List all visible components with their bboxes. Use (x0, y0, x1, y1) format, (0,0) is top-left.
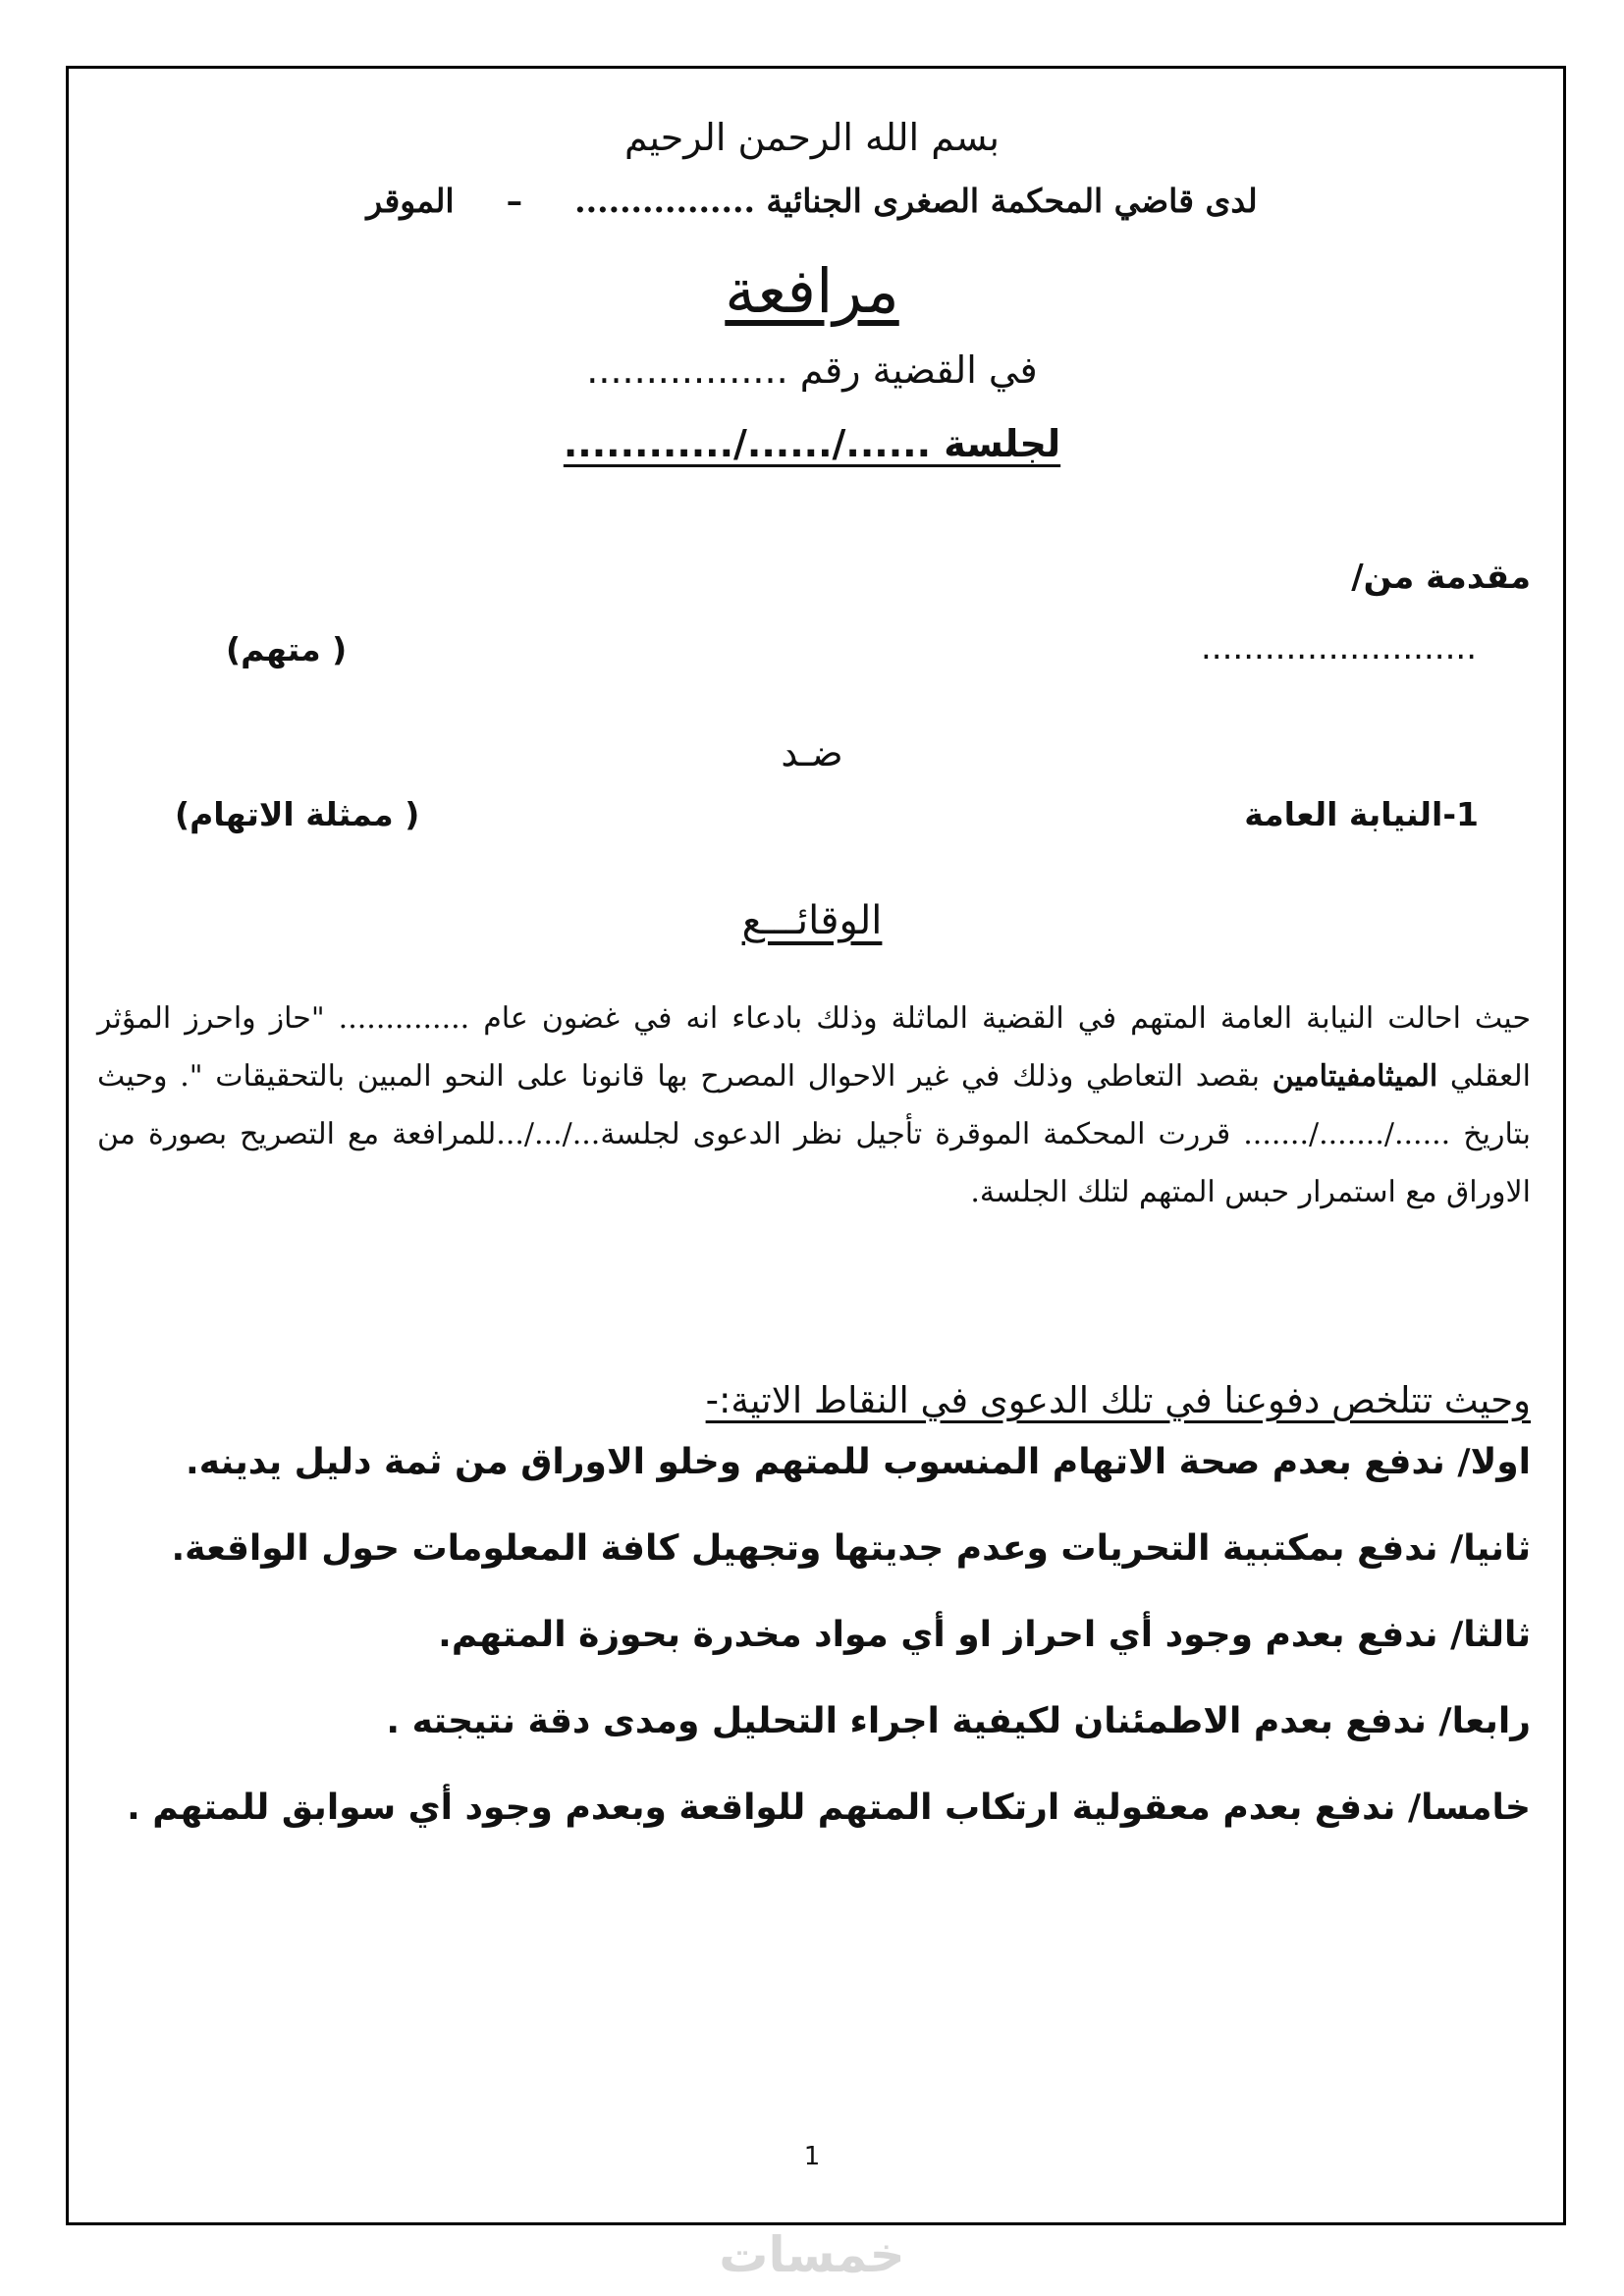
facts-drug-term: الميثامفيتامين (1272, 1059, 1438, 1094)
defense-point-5: خامسا/ ندفع بعدم معقولية ارتكاب المتهم للواقعة وبعدم وجود أي سوابق للمتهم . (127, 1788, 1531, 1828)
submitted-by-label: مقدمة من/ (1351, 558, 1531, 597)
court-honorific: الموقر (366, 182, 455, 220)
court-header (0, 182, 1624, 220)
court-name: لدى قاضي المحكمة الصغرى الجنائية ................ (574, 182, 1258, 220)
defense-point-3: ثالثا/ ندفع بعدم وجود أي احراز او أي مواد مخدرة بحوزة المتهم. (438, 1615, 1531, 1655)
document-title: مرافعة (725, 255, 899, 327)
facts-text-part2: بقصد التعاطي وذلك في غير الاحوال المصرح بها قانونا على النحو المبين بالتحقيقات ". وحيث بتاريخ ....../......./....... قررت المحكمة الموقرة تأجيل نظر الدعوى لجلسة.../.../...للمرافعة مع التصريح بصورة من الاوراق مع استمرار حبس المتهم لتلك الجلسة. (97, 1059, 1531, 1209)
facts-text-part1: حيث احالت النيابة العامة المتهم في القضية الماثلة وذلك بادعاء انه في غضون عام .............. "حاز واحرز المؤثر العقلي (97, 1001, 1531, 1094)
facts-heading: الوقائـــع (741, 898, 883, 943)
prosecution-role: ( ممثلة الاتهام) (175, 795, 420, 833)
defense-intro: وحيث تتلخص دفوعنا في تلك الدعوى في النقاط الاتية:- (705, 1379, 1531, 1421)
session-date-line: لجلسة ....../....../............ (563, 422, 1061, 465)
submitter-name-placeholder: .......................... (1201, 628, 1477, 667)
header-dash: – (506, 182, 523, 220)
defense-point-1: اولا/ ندفع بعدم صحة الاتهام المنسوب للمتهم وخلو الاوراق من ثمة دليل يدينه. (186, 1442, 1531, 1482)
accused-role: ( متهم) (226, 630, 348, 668)
facts-paragraph (97, 989, 1531, 1221)
page-number: 1 (803, 2142, 821, 2171)
defense-point-2: ثانيا/ ندفع بمكتبية التحريات وعدم جديتها وتجهيل كافة المعلومات حول الواقعة. (171, 1528, 1531, 1569)
case-number-line: في القضية رقم ................. (586, 348, 1038, 392)
defense-point-4: رابعا/ ندفع بعدم الاطمئنان لكيفية اجراء التحليل ومدى دقة نتيجته . (386, 1701, 1531, 1741)
prosecution-party: 1-النيابة العامة (1244, 795, 1479, 833)
defense-points-list (78, 1443, 1531, 1875)
against-label: ضـد (781, 731, 843, 774)
watermark: خمسات (719, 2226, 905, 2283)
basmala: بسم الله الرحمن الرحيم (624, 116, 1000, 159)
